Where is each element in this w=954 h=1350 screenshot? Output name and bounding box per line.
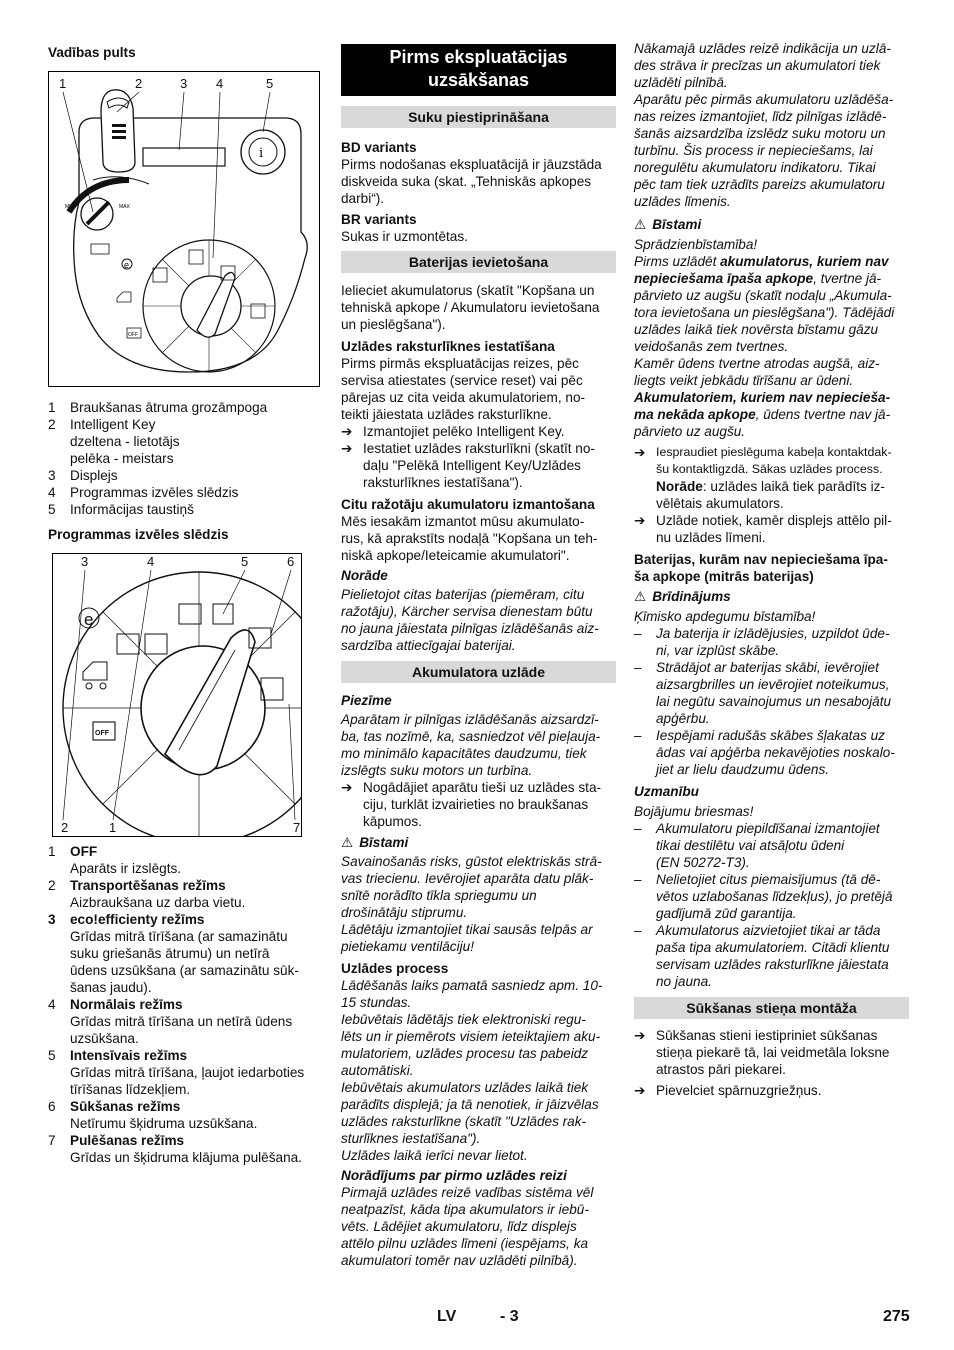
arrow-icon: ➔: [634, 445, 646, 460]
text-line: Nelietojiet citus piemaisījumus (tā dē-: [656, 872, 881, 887]
text-line: Uzlāde notiek, kamēr displejs attēlo pil-: [656, 513, 892, 528]
text-line: akumulatori tomēr nav uzlādēti pilnībā).: [341, 1253, 578, 1268]
text-line: uzlādes laikā tiek novērsta bīstamu gāzu: [634, 322, 879, 337]
item-text: Informācijas taustiņš: [70, 502, 194, 517]
text-line: turbīnu. Šis process ir nepieciešams, lai: [634, 143, 873, 158]
title-line: uzsākšanas: [427, 70, 530, 90]
item-title: Pulēšanas režīms: [70, 1133, 185, 1148]
item-num: [48, 433, 70, 450]
text-line: Nogādājiet aparātu tieši uz uzlādes sta-: [363, 780, 602, 795]
danger-heading: [341, 834, 616, 851]
danger-text: [634, 236, 909, 440]
text-line: neatpazīst, kāda tipa akumulators ir iebū-: [341, 1202, 589, 1217]
footer-language: LV: [437, 1308, 457, 1325]
item-desc: ūdens uzsūkšana (ar samazinātu sūk-: [70, 963, 299, 978]
subheading-other-batteries: Citu ražotāju akumulatoru izmantošana: [341, 497, 595, 512]
item-desc: Aparāts ir izslēgts.: [70, 861, 182, 876]
step-item: [634, 1027, 909, 1078]
arrow-icon: ➔: [634, 1028, 646, 1043]
arrow-icon: ➔: [634, 1083, 646, 1098]
text-line: vētos uzlabošanas līdzekļus), jo pretējā: [656, 889, 893, 904]
note-text: [341, 711, 616, 779]
footer-page-number: 275: [883, 1308, 910, 1325]
text-line: pārvieto uz augšu (skatīt nodaļu „Akumula-: [634, 288, 892, 303]
legend-control-panel: [48, 399, 320, 518]
title-line: Pirms ekspluatācijas: [389, 47, 568, 67]
list-item: [48, 996, 320, 1047]
item-num: 5: [48, 502, 56, 517]
text-line: daļu "Pelēkā Intelligent Key/Uzlādes: [363, 458, 581, 473]
fig1-callout-4: 4: [216, 76, 224, 91]
text-line: vēlētais akumulators.: [656, 496, 784, 511]
dash-bullet: –: [634, 660, 642, 675]
step-item: [341, 440, 616, 491]
text-part-bold: Norāde: [656, 479, 703, 494]
subheading-wet-batteries: ša apkope (mitrās baterijas): [634, 569, 814, 584]
text-line: Mēs iesakām izmantot mūsu akumulato-: [341, 514, 585, 529]
list-item: [48, 1098, 320, 1132]
text-line: attēlo pilnu uzlādes līmeni (iespējams, ka: [341, 1236, 589, 1251]
svg-text:e: e: [124, 260, 130, 270]
text-line: Nākamajā uzlādes reizē indikācija un uzlā-: [634, 41, 891, 56]
item-desc: Grīdas un šķidruma klājuma pulēšana.: [70, 1150, 302, 1165]
text-line: apģērbu.: [656, 711, 710, 726]
text-line: parādīts displejā; ja tā nenotiek, ir jāizvēlas: [341, 1097, 599, 1112]
text-line: Aparātam ir pilnīgas izlādēšanās aizsardzī-: [341, 712, 599, 727]
text-line: noregulētu akumulatoru indikatoru. Tikai: [634, 160, 876, 175]
text-line: vēts. Lādējiet akumulatoru, līdz displejs: [341, 1219, 577, 1234]
text-line: no jauna jāiestata pilnīgas izlādēšanās aiz-: [341, 621, 599, 636]
text-line: uzlādes līmenis.: [634, 194, 731, 209]
text-line: pārvieto uz augšu.: [634, 424, 746, 439]
text-line: (EN 50272-T3).: [656, 855, 750, 870]
text-line: jiet ar lielu daudzumu ūdens.: [656, 762, 830, 777]
text-line: Sukas ir uzmontētas.: [341, 229, 468, 244]
text-line: Sūkšanas stieni iestipriniet sūkšanas: [656, 1028, 878, 1043]
text-line: pietiekamu ventilāciju!: [341, 939, 474, 954]
fig2-callout-4: 4: [147, 554, 155, 569]
fig2-off-label: OFF: [95, 730, 109, 737]
fig2-callout-2: 2: [61, 820, 69, 835]
note-heading: Norāde: [341, 568, 388, 583]
list-item: [48, 843, 320, 877]
legend-program-switch: [48, 843, 320, 1166]
fig2-callout-1: 1: [109, 820, 117, 835]
text-line: Ja baterija ir izlādējusies, uzpildot ūde-: [656, 626, 890, 641]
column-left: [48, 44, 320, 1166]
text-line: gadījumā zūd garantija.: [656, 906, 797, 921]
text-line: [634, 253, 909, 270]
fig1-callout-3: 3: [180, 76, 188, 91]
item-text: Intelligent Key: [70, 417, 156, 432]
item-text: dzeltena - lietotājs: [70, 434, 180, 449]
figure-control-panel: [48, 71, 320, 387]
text-line: uzlādēti pilnībā.: [634, 75, 728, 90]
item-num: 1: [48, 844, 56, 859]
first-charge-continued: [634, 40, 909, 210]
item-title: Normālais režīms: [70, 997, 183, 1012]
text-line: ba, tas nozīmē, ka, sasniedzot vēl pieļauja-: [341, 729, 601, 744]
text-line: Akumulatorus aizvietojiet tikai ar tāda: [656, 923, 881, 938]
text-part: , ūdens tvertne nav jā-: [755, 407, 891, 422]
list-item: [634, 871, 909, 922]
list-item: [48, 877, 320, 911]
heading-program-switch: Programmas izvēles slēdzis: [48, 527, 229, 542]
text-line: Savainošanās risks, gūstot elektriskās strā-: [341, 854, 602, 869]
text-line: servisam uzlādes raksturlīkne jāiestata: [656, 957, 889, 972]
text-line: šu kontaktligzdā. Sākas uzlādes process.: [656, 462, 883, 476]
text-line: automātiski.: [341, 1063, 414, 1078]
text-line: Kamēr ūdens tvertne atrodas augšā, aiz-: [634, 356, 880, 371]
item-desc: Grīdas mitrā tīrīšana (ar samazinātu: [70, 929, 288, 944]
list-item: [48, 484, 320, 501]
item-desc: Aizbraukšana uz darba vietu.: [70, 895, 246, 910]
text-line: Uzlādes laikā ierīci nevar lietot.: [341, 1148, 528, 1163]
first-charge-text: [341, 1184, 616, 1269]
text-line: atrastos pāri piekarei.: [656, 1062, 786, 1077]
text-line: snītē norādīto tīkla spriegumu un: [341, 888, 537, 903]
danger-label: Bīstami: [652, 217, 702, 232]
dash-bullet: –: [634, 626, 642, 641]
text-line: Lādēšanās laiks pamatā sasniedz apm. 10-: [341, 978, 603, 993]
text-line: tora ievietošana un pieslēgšana"). Tādējādi: [634, 305, 895, 320]
text-line: Pirms pirmās ekspluatācijas reizes, pēc: [341, 356, 579, 371]
list-item: [634, 727, 909, 778]
text-line: veidošanās zem tvertnes.: [634, 339, 789, 354]
list-item: [48, 911, 320, 996]
arrow-icon: ➔: [634, 513, 646, 528]
text-line: nas reizes izmantojiet, līdz pilnīgas izlādē-: [634, 109, 887, 124]
item-text: Displejs: [70, 468, 118, 483]
text-line: niskā apkope/Ieteicamie akumulatori".: [341, 548, 570, 563]
text-line: stieņa piekarē tā, lai veidmetāla loksne: [656, 1045, 890, 1060]
text-line: nu uzlādes līmeni.: [656, 530, 766, 545]
list-item: [48, 1047, 320, 1098]
section-bar-charging: Akumulatora uzlāde: [341, 661, 616, 683]
process-text: [341, 977, 616, 1164]
list-item: [48, 501, 320, 518]
step-item: [341, 423, 616, 440]
fig2-callout-6: 6: [287, 554, 295, 569]
text-line: [656, 478, 892, 495]
step-item: [634, 444, 909, 512]
text-line: teikti jāiestata uzlādes raksturlīkne.: [341, 407, 552, 422]
text-line: tehniskā apkope / Akumulatoru ievietošana: [341, 300, 600, 315]
text-line: diskveida suka (skat. „Tehniskās apkopes: [341, 174, 592, 189]
section-bar-brush: Suku piestiprināšana: [341, 106, 616, 128]
text-line: sardzība attiecīgajai baterijai.: [341, 638, 516, 653]
subheading-br: BR variants: [341, 212, 417, 227]
item-desc: suku griešanās ātrumu) un netīrā: [70, 946, 270, 961]
list-item: [634, 820, 909, 871]
text-line: pēc tam tiek uzrādīts pareizs akumulatoru: [634, 177, 885, 192]
text-part: , tvertne jā-: [813, 271, 882, 286]
fig2-callout-3: 3: [81, 554, 89, 569]
list-item: [48, 399, 320, 416]
text-part: : uzlādes laikā tiek parādīts iz-: [702, 479, 885, 494]
text-line: uzlādes raksturlīkne (skatīt "Uzlādes rak-: [341, 1114, 587, 1129]
list-item: [48, 467, 320, 484]
section-bar-battery: Baterijas ievietošana: [341, 251, 616, 273]
dash-bullet: –: [634, 872, 642, 887]
text-line: servisa atiestates (service reset) vai pēc: [341, 373, 583, 388]
text-line: Strādājot ar baterijas skābi, ievērojiet: [656, 660, 879, 675]
item-num: 5: [48, 1048, 56, 1063]
list-item: [48, 1132, 320, 1166]
text-line: Iebūvētais akumulators uzlādes laikā tiek: [341, 1080, 589, 1095]
text-line: izslēgts suku motors un turbīna.: [341, 763, 533, 778]
fig1-callout-5: 5: [266, 76, 274, 91]
text-line: des strāva ir precīzas un akumulatori tiek: [634, 58, 881, 73]
step-item: [341, 779, 616, 830]
text-part: Pirms uzlādēt: [634, 254, 721, 269]
dash-bullet: –: [634, 728, 642, 743]
fig2-callout-7: 7: [293, 820, 301, 835]
text-line: Pirmajā uzlādes reizē vadības sistēma vēl: [341, 1185, 594, 1200]
text-line: ciju, turklāt izvairieties no braukšanas: [363, 797, 589, 812]
figure-program-switch: [52, 553, 302, 837]
item-num: 2: [48, 417, 56, 432]
text-part-bold: nepieciešama īpaša apkope: [634, 271, 814, 286]
item-num: 4: [48, 997, 56, 1012]
text-line: ni, var izplūst skābe.: [656, 643, 780, 658]
fig1-callout-1: 1: [59, 76, 67, 91]
subheading-wet-batteries: Baterijas, kurām nav nepieciešama īpa-: [634, 552, 888, 567]
item-desc: Grīdas mitrā tīrīšana un netīrā ūdens: [70, 1014, 293, 1029]
item-num: 6: [48, 1099, 56, 1114]
text-line: drošinātāju stiprumu.: [341, 905, 468, 920]
text-line: Iebūvētais lādētājs tiek elektroniski regu-: [341, 1012, 586, 1027]
text-line: Sprādzienbīstamība!: [634, 237, 758, 252]
subheading-charge-curve: Uzlādes raksturlīknes iestatīšana: [341, 339, 555, 354]
item-num: [48, 450, 70, 467]
item-text: Braukšanas ātruma grozāmpoga: [70, 400, 268, 415]
list-item: [634, 659, 909, 727]
fig1-callout-2: 2: [135, 76, 143, 91]
danger-label: Bīstami: [359, 835, 409, 850]
item-desc: Grīdas mitrā tīrīšana, ļaujot iedarboties: [70, 1065, 305, 1080]
section-title: [341, 44, 616, 96]
subheading-charging-process: Uzlādes process: [341, 961, 449, 976]
svg-text:i: i: [259, 146, 264, 161]
text-line: tikai destilētu vai atsāļotu ūdeni: [656, 838, 845, 853]
text-line: mulatoriem, uzlādes procesu tas pabeidz: [341, 1046, 589, 1061]
text-line: Iestatiet uzlādes raksturlīkni (skatīt no-: [363, 441, 595, 456]
item-desc: uzsūkšana.: [70, 1031, 139, 1046]
item-num: 2: [48, 878, 56, 893]
arrow-icon: ➔: [341, 424, 353, 439]
text-line: lēts un ir piemērots visiem ieteiktajiem aku-: [341, 1029, 601, 1044]
list-item: [48, 433, 320, 450]
text-line: paša tipa akumulatoriem. Citādi klientu: [656, 940, 890, 955]
text-line: Izmantojiet pelēko Intelligent Key.: [363, 424, 565, 439]
warning-triangle-icon: ⚠: [341, 835, 354, 850]
step-item: [634, 1082, 909, 1099]
fig1-min-label: MIN: [65, 204, 75, 210]
text-line: ražotāju), Kärcher servisa dienestam būtu: [341, 604, 593, 619]
text-line: Akumulatoru piepildīšanai izmantojiet: [656, 821, 880, 836]
text-line: aizsargbrilles un ievērojiet noteikumus,: [656, 677, 890, 692]
text-line: no jauna.: [656, 974, 712, 989]
item-title: eco!efficienty režīms: [70, 912, 205, 927]
text-line: Bojājumu briesmas!: [634, 804, 754, 819]
warning-heading: [634, 588, 909, 605]
column-middle: [341, 44, 616, 1269]
item-desc: tīrīšanas līdzekļiem.: [70, 1082, 191, 1097]
item-num: 7: [48, 1133, 56, 1148]
text-line: kāpumos.: [363, 814, 422, 829]
note-text: [341, 586, 616, 654]
item-title: Transportēšanas režīms: [70, 878, 226, 893]
item-desc: Netīrumu šķidruma uzsūkšana.: [70, 1116, 258, 1131]
warning-triangle-icon: ⚠: [634, 217, 647, 232]
item-title: OFF: [70, 844, 98, 859]
arrow-icon: ➔: [341, 780, 353, 795]
text-line: sturlīknes iestatīšana").: [341, 1131, 481, 1146]
text-part-bold: ma nekāda apkope: [634, 407, 756, 422]
text-line: [634, 406, 909, 423]
text-line: Ielieciet akumulatorus (skatīt "Kopšana un: [341, 283, 595, 298]
control-panel-drawing: [49, 72, 319, 386]
list-item: [634, 922, 909, 990]
text-line: liegts veikt jebkādu tīrīšanu ar ūdeni.: [634, 373, 854, 388]
danger-text: [341, 853, 616, 955]
text-line: Ķīmisko apdegumu bīstamība!: [634, 609, 816, 624]
text-line: Lādētāju izmantojiet tikai sausās telpās ar: [341, 922, 593, 937]
text-line: un pieslēgšana").: [341, 317, 446, 332]
column-right: [634, 40, 909, 1099]
note-heading: Piezīme: [341, 693, 392, 708]
caution-heading: Uzmanību: [634, 784, 699, 799]
program-switch-drawing: [53, 554, 301, 836]
text-line: Iespraudiet pieslēguma kabeļa kontaktdak-: [656, 445, 892, 459]
text-line: Aparātu pēc pirmās akumulatoru uzlādēša-: [634, 92, 894, 107]
item-text: Programmas izvēles slēdzis: [70, 485, 239, 500]
text-line: [634, 270, 909, 287]
text-part-bold: Akumulatoriem, kuriem nav nepiecieša-: [634, 390, 891, 405]
text-line: Pievelciet spārnuzgriežņus.: [656, 1083, 822, 1098]
item-desc: šanas jaudu).: [70, 980, 152, 995]
fig1-max-label: MAX: [119, 204, 130, 210]
step-item: [634, 512, 909, 546]
item-num: 1: [48, 400, 56, 415]
text-line: 15 stundas.: [341, 995, 412, 1010]
item-title: Intensīvais režīms: [70, 1048, 188, 1063]
item-title: Sūkšanas režīms: [70, 1099, 181, 1114]
dash-bullet: –: [634, 821, 642, 836]
text-line: vas triecienu. Ievērojiet aparāta datu plāk-: [341, 871, 594, 886]
item-text: pelēka - meistars: [70, 451, 174, 466]
danger-heading: [634, 216, 909, 233]
text-line: ādas vai apģērba nekavējoties noskalo-: [656, 745, 895, 760]
text-line: rus, kā aprakstīts nodaļā "Kopšana un teh-: [341, 531, 598, 546]
svg-text:e: e: [84, 610, 94, 629]
text-line: raksturlīknes iestatīšana").: [363, 475, 523, 490]
text-line: mo minimālo kapacitātes daudzumu, tiek: [341, 746, 587, 761]
fig2-callout-5: 5: [241, 554, 249, 569]
heading-control-panel: Vadības pults: [48, 45, 136, 60]
list-item: [48, 450, 320, 467]
text-line: Pirms nodošanas ekspluatācijā ir jāuzstāda: [341, 157, 602, 172]
text-line: [634, 389, 909, 406]
arrow-icon: ➔: [341, 441, 353, 456]
warning-label: Brīdinājums: [652, 589, 731, 604]
text-line: darbi“).: [341, 191, 385, 206]
list-item: [48, 416, 320, 433]
text-line: Iespējami radušās skābes šļakatas uz: [656, 728, 885, 743]
text-line: Pielietojot citas baterijas (piemēram, citu: [341, 587, 585, 602]
footer-page-sub: - 3: [500, 1308, 519, 1325]
text-line: lai negūtu savainojumus un nesabojātu: [656, 694, 892, 709]
warning-triangle-icon: ⚠: [634, 589, 647, 604]
subheading-bd: BD variants: [341, 140, 417, 155]
text-line: pārejas uz cita veida akumulatoriem, no-: [341, 390, 586, 405]
text-line: šanās aizsardzība izslēdz suku motoru un: [634, 126, 886, 141]
item-num: 3: [48, 912, 56, 927]
list-item: [634, 625, 909, 659]
item-num: 4: [48, 485, 56, 500]
dash-bullet: –: [634, 923, 642, 938]
first-charge-heading: Norādījums par pirmo uzlādes reizi: [341, 1168, 567, 1183]
text-part-bold: akumulatorus, kuriem nav: [720, 254, 889, 269]
item-num: 3: [48, 468, 56, 483]
section-bar-suction-bar: Sūkšanas stieņa montāža: [634, 997, 909, 1019]
fig1-off-label: OFF: [128, 332, 138, 338]
